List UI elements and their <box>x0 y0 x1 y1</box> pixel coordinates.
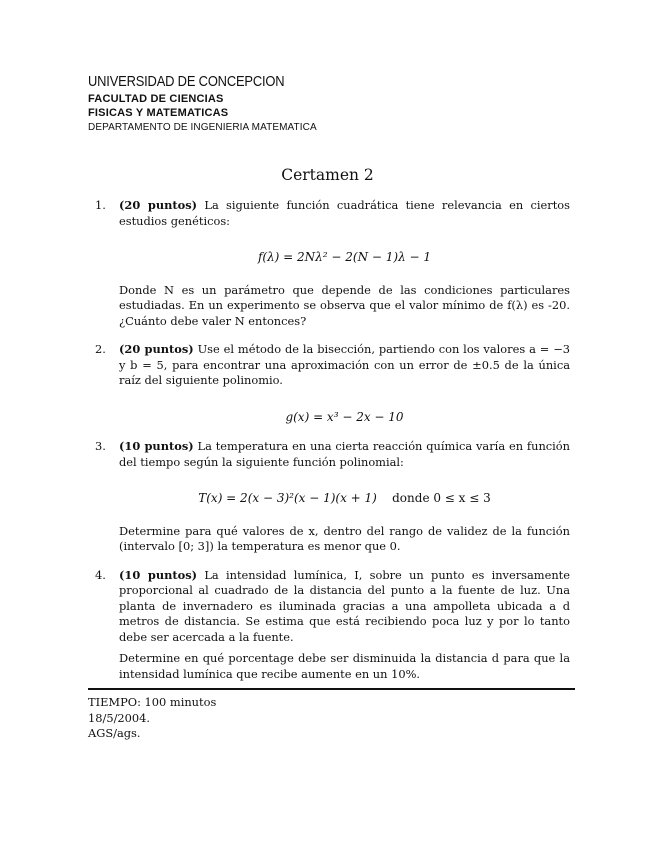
problem-intro: La temperatura en una cierta reacción química varía en función del tiempo según la siguiente función polinomial: <box>119 439 571 469</box>
exam-date: 18/5/2004. <box>88 710 151 725</box>
problem-equation <box>119 491 570 507</box>
problem-statement <box>119 342 570 389</box>
problem-1 <box>95 198 570 329</box>
problem-equation: f(λ) = 2Nλ² − 2(N − 1)λ − 1 <box>257 250 432 264</box>
problem-number: 4. <box>95 567 106 582</box>
footer-divider <box>88 688 575 690</box>
problem-text: Determine para qué valores de x, dentro del rango de validez de la función (intervalo [0; 3]) la temperatura es menor que 0. <box>119 523 570 553</box>
exam-footer <box>88 695 216 742</box>
problem-points: (10 puntos) <box>119 439 194 453</box>
problem-statement <box>119 439 570 470</box>
problem-4 <box>95 568 570 683</box>
department-name: DEPARTAMENTO DE INGENIERIA MATEMATICA <box>88 122 317 133</box>
problem-intro: La siguiente función cuadrática tiene relevancia en ciertos estudios genéticos: <box>119 198 570 228</box>
equation-condition: donde 0 ≤ x ≤ 3 <box>392 491 491 505</box>
problem-intro: La intensidad lumínica, I, sobre un punto es inversamente proporcional al cuadrado de la distancia del punto a la fuente de luz. Una planta de invernadero es iluminada gracias a una ampolleta ubicada a d metros de distancia. Se estima que está recibiendo poca luz y por lo tanto debe ser acercada a la fuente. <box>119 567 570 644</box>
exam-duration: TIEMPO: 100 minutos <box>88 695 217 709</box>
problem-statement <box>119 568 570 646</box>
faculty-line-1: FACULTAD DE CIENCIAS <box>88 93 224 105</box>
problem-list <box>95 198 570 682</box>
problem-points: (20 puntos) <box>119 342 194 356</box>
institution-header <box>88 73 317 133</box>
equation-main: T(x) = 2(x − 3)²(x − 1)(x + 1) <box>198 491 377 505</box>
faculty-line-2: FISICAS Y MATEMATICAS <box>88 107 229 119</box>
problem-points: (10 puntos) <box>119 567 198 582</box>
problem-text: Determine en qué porcentage debe ser disminuida la distancia d para que la intensidad lumínica que recibe aumente en un 10%. <box>119 651 570 681</box>
problem-number: 2. <box>95 342 106 356</box>
problem-points: (20 puntos) <box>119 198 198 212</box>
problem-equation: g(x) = x³ − 2x − 10 <box>285 409 404 424</box>
problem-text: Donde N es un parámetro que depende de las condiciones particulares estudiadas. En un experimento se observa que el valor mínimo de f(λ) es -20. ¿Cuánto debe valer N entonces? <box>119 282 570 328</box>
problem-number: 3. <box>95 439 106 453</box>
problem-statement <box>119 198 570 229</box>
university-name: UNIVERSIDAD DE CONCEPCION <box>88 73 285 90</box>
problem-number: 1. <box>95 198 106 212</box>
problem-2 <box>95 342 570 439</box>
problem-intro: Use el método de la bisección, partiendo con los valores a = −3 y b = 5, para encontrar una aproximación con un error de ±0.5 de la única raíz del siguiente polinomio. <box>119 342 570 387</box>
author-initials: AGS/ags. <box>88 726 141 740</box>
problem-3 <box>95 439 570 555</box>
exam-title: Certamen 2 <box>281 166 374 184</box>
